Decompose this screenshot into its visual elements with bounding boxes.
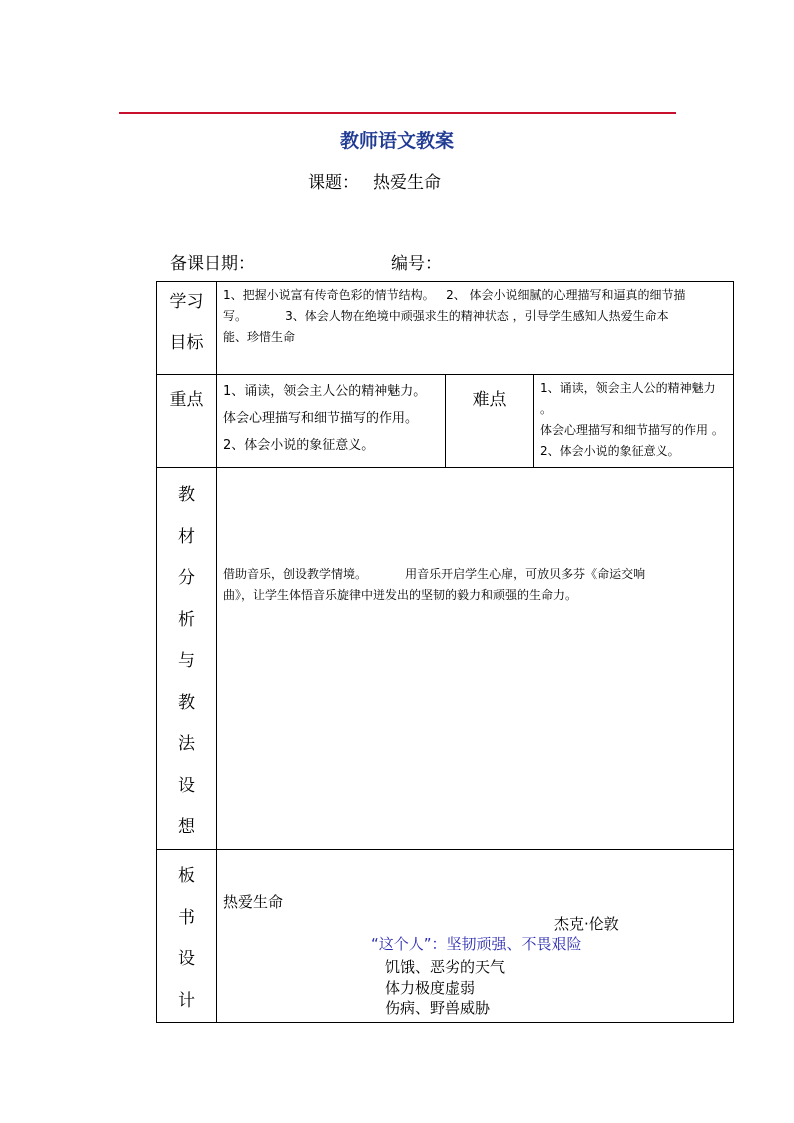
goals-row	[157, 282, 734, 375]
key-points-content: 1、诵读，领会主人公的精神魅力。 体会心理描写和细节描写的作用。 2、体会小说的象征意义。	[217, 375, 446, 468]
analysis-label: 教 材 分 析 与 教 法 设 想	[157, 468, 217, 850]
page-title: 教师语文教案	[339, 130, 454, 152]
board-design-content	[217, 850, 734, 1023]
board-hardship-2: 体力极度虚弱	[385, 979, 476, 997]
lesson-subject	[308, 168, 441, 193]
difficulty-label: 难点	[446, 375, 534, 468]
subject-value: 热爱生命	[373, 173, 441, 193]
prep-date-label: 备课日期：	[170, 254, 255, 274]
analysis-row	[157, 468, 734, 850]
analysis-content: 借助音乐，创设教学情境。 用音乐开启学生心扉，可放贝多芬《命运交响 曲》，让学生体悟音乐旋律中迸发出的坚韧的毅力和顽强的生命力。	[217, 468, 734, 850]
board-character-traits: “这个人”：坚韧顽强、不畏艰险	[371, 935, 582, 953]
lesson-plan-table	[156, 281, 734, 1023]
key-points-label: 重点	[157, 375, 217, 468]
difficulty-content: 1、诵读，领会主人公的精神魅力 。 体会心理描写和细节描写的作用 。 2、体会小说的象征意义。	[534, 375, 734, 468]
board-design-label: 板 书 设 计	[157, 850, 217, 1023]
goals-label: 学习 目标	[157, 282, 217, 375]
number-label: 编号：	[391, 254, 442, 274]
goals-content: 1、把握小说富有传奇色彩的情节结构。 2、 体会小说细腻的心理描写和逼真的细节描 写。 3、体会人物在绝境中顽强求生的精神状态 ，引导学生感知人热爱生命本 能、珍惜生命	[217, 282, 734, 375]
board-author: 杰克·伦敦	[554, 915, 619, 933]
board-hardship-3: 伤病、野兽威胁	[385, 999, 491, 1017]
subject-label: 课题：	[308, 173, 359, 193]
key-difficulty-row	[157, 375, 734, 468]
header-rule	[119, 112, 676, 114]
board-title: 热爱生命	[223, 893, 284, 911]
board-row	[157, 850, 734, 1023]
board-hardship-1: 饥饿、恶劣的天气	[385, 958, 506, 976]
